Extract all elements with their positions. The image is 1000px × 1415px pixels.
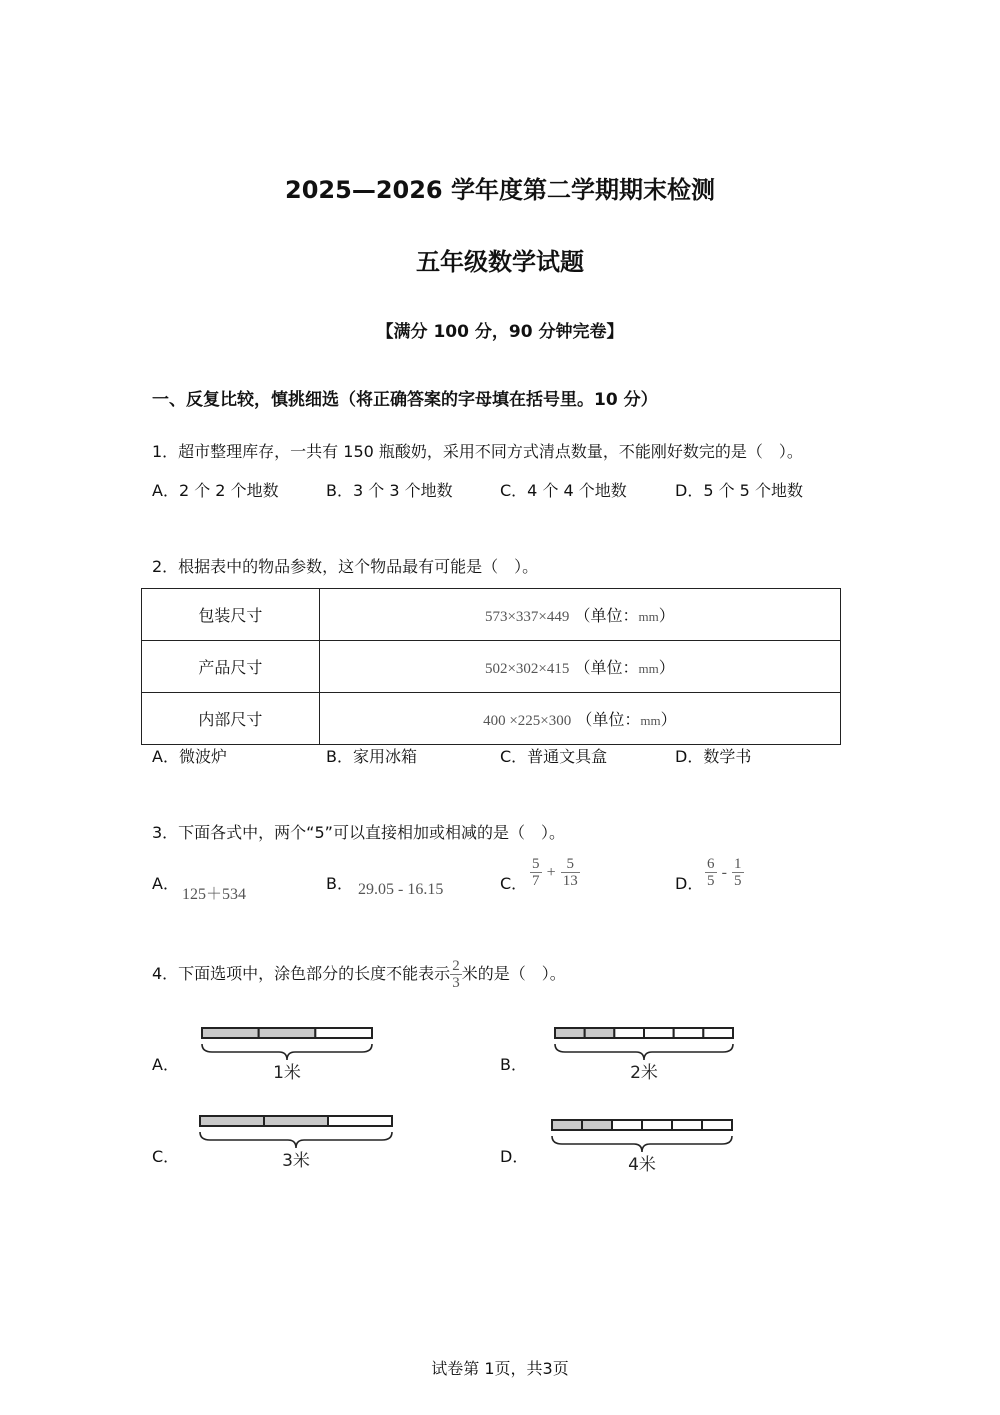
shaded-segment (202, 1028, 259, 1038)
empty-segment (328, 1116, 392, 1126)
operator: - (721, 864, 727, 881)
section-heading: 一、反复比较，慎挑细选（将正确答案的字母填在括号里。10 分） (152, 390, 658, 410)
brace (202, 1044, 372, 1060)
bar-diagram-b (548, 1022, 738, 1088)
unit-prefix: （单位： (574, 606, 639, 625)
table-cell-label: 产品尺寸 (142, 641, 320, 693)
q2-option-c: C．普通文具盒 (500, 747, 608, 766)
table-cell-label: 包装尺寸 (142, 589, 320, 641)
table-cell-value (319, 589, 840, 641)
unit-suffix: ） (658, 606, 675, 625)
shaded-segment (264, 1116, 328, 1126)
q1-option-c: C．4 个 4 个地数 (500, 481, 627, 500)
table-cell-value (319, 693, 840, 745)
bar-length-label: 3米 (282, 1151, 310, 1171)
empty-segment (703, 1028, 733, 1038)
fraction: $\frac{6}{5}$ (707, 856, 715, 889)
empty-segment (642, 1120, 672, 1130)
shaded-segment (555, 1028, 585, 1038)
q4-text-after: 米的是（ ）。 (461, 964, 566, 983)
brace (200, 1132, 392, 1148)
brace (552, 1136, 732, 1152)
empty-segment (674, 1028, 704, 1038)
q3-option-c-label: C． (500, 874, 528, 893)
fraction: $\frac{2}{3}$ (452, 958, 460, 991)
page-footer: 试卷第 1页，共3页 (431, 1359, 569, 1378)
empty-segment (702, 1120, 732, 1130)
dimension-value: 502×302×415 (484, 661, 570, 677)
empty-segment (315, 1028, 372, 1038)
table-cell-value (319, 641, 840, 693)
fraction: $\frac{1}{5}$ (734, 856, 742, 889)
unit: mm (638, 609, 659, 624)
fraction: $\frac{5}{13}$ (562, 856, 578, 889)
q2-option-d: D．数学书 (675, 747, 752, 766)
question-3-text: 3．下面各式中，两个“5”可以直接相加或相减的是（ ）。 (152, 823, 565, 842)
unit-prefix: （单位： (576, 710, 641, 729)
bar-length-label: 1米 (273, 1063, 301, 1083)
shaded-segment (259, 1028, 316, 1038)
q4-option-d-label: D． (500, 1147, 529, 1166)
q1-option-a: A．2 个 2 个地数 (152, 481, 279, 500)
page-subtitle: 五年级数学试题 (416, 248, 584, 276)
q4-option-b-label: B． (500, 1055, 527, 1074)
q4-text-before: 4．下面选项中，涂色部分的长度不能表示 (152, 964, 451, 983)
shaded-segment (582, 1120, 612, 1130)
exam-note: 【满分 100 分，90 分钟完卷】 (376, 322, 624, 342)
table-row (142, 641, 841, 693)
empty-segment (614, 1028, 644, 1038)
unit-suffix: ） (658, 658, 675, 677)
q1-option-d: D．5 个 5 个地数 (675, 481, 803, 500)
empty-segment (672, 1120, 702, 1130)
q3-option-a-expression: 125＋534 (182, 886, 247, 903)
shaded-segment (552, 1120, 582, 1130)
question-1-text: 1．超市整理库存，一共有 150 瓶酸奶，采用不同方式清点数量，不能刚好数完的是（ ）。 (152, 442, 803, 461)
question-2-text: 2．根据表中的物品参数，这个物品最有可能是（ ）。 (152, 557, 539, 576)
dimension-value: 400 ×225×300 (483, 713, 572, 729)
q4-option-a-label: A． (152, 1055, 179, 1074)
bar-length-label: 2米 (630, 1063, 658, 1083)
dimension-value: 573×337×449 (484, 609, 570, 625)
q3-option-b-expression: 29.05 - 16.15 (358, 881, 444, 898)
q2-option-a: A．微波炉 (152, 747, 227, 766)
empty-segment (644, 1028, 674, 1038)
q3-option-d-label: D． (675, 874, 704, 893)
shaded-segment (200, 1116, 264, 1126)
unit-suffix: ） (660, 710, 677, 729)
question-4-text (152, 958, 566, 991)
shaded-segment (585, 1028, 615, 1038)
unit-prefix: （单位： (574, 658, 639, 677)
page-title: 2025—2026 学年度第二学期期末检测 (285, 176, 715, 204)
unit: mm (638, 661, 659, 676)
bar-length-label: 4米 (628, 1155, 656, 1175)
empty-segment (612, 1120, 642, 1130)
table-row (142, 693, 841, 745)
unit: mm (640, 713, 661, 728)
q1-option-b: B．3 个 3 个地数 (326, 481, 453, 500)
table-row (142, 589, 841, 641)
bar-diagram-d (545, 1114, 735, 1180)
q4-option-c-label: C． (152, 1147, 180, 1166)
table-cell-label: 内部尺寸 (142, 693, 320, 745)
q2-option-b: B．家用冰箱 (326, 747, 417, 766)
bar-diagram-c (193, 1110, 398, 1180)
q3-option-a-label: A． (152, 874, 179, 893)
q3-option-c-expression (530, 856, 580, 889)
brace (555, 1044, 733, 1060)
q3-option-d-expression (705, 856, 744, 889)
parameter-table (141, 588, 841, 745)
fraction: $\frac{5}{7}$ (532, 856, 540, 889)
q3-option-b-label: B． (326, 874, 353, 893)
bar-diagram-a (195, 1022, 380, 1088)
operator: + (546, 864, 556, 881)
